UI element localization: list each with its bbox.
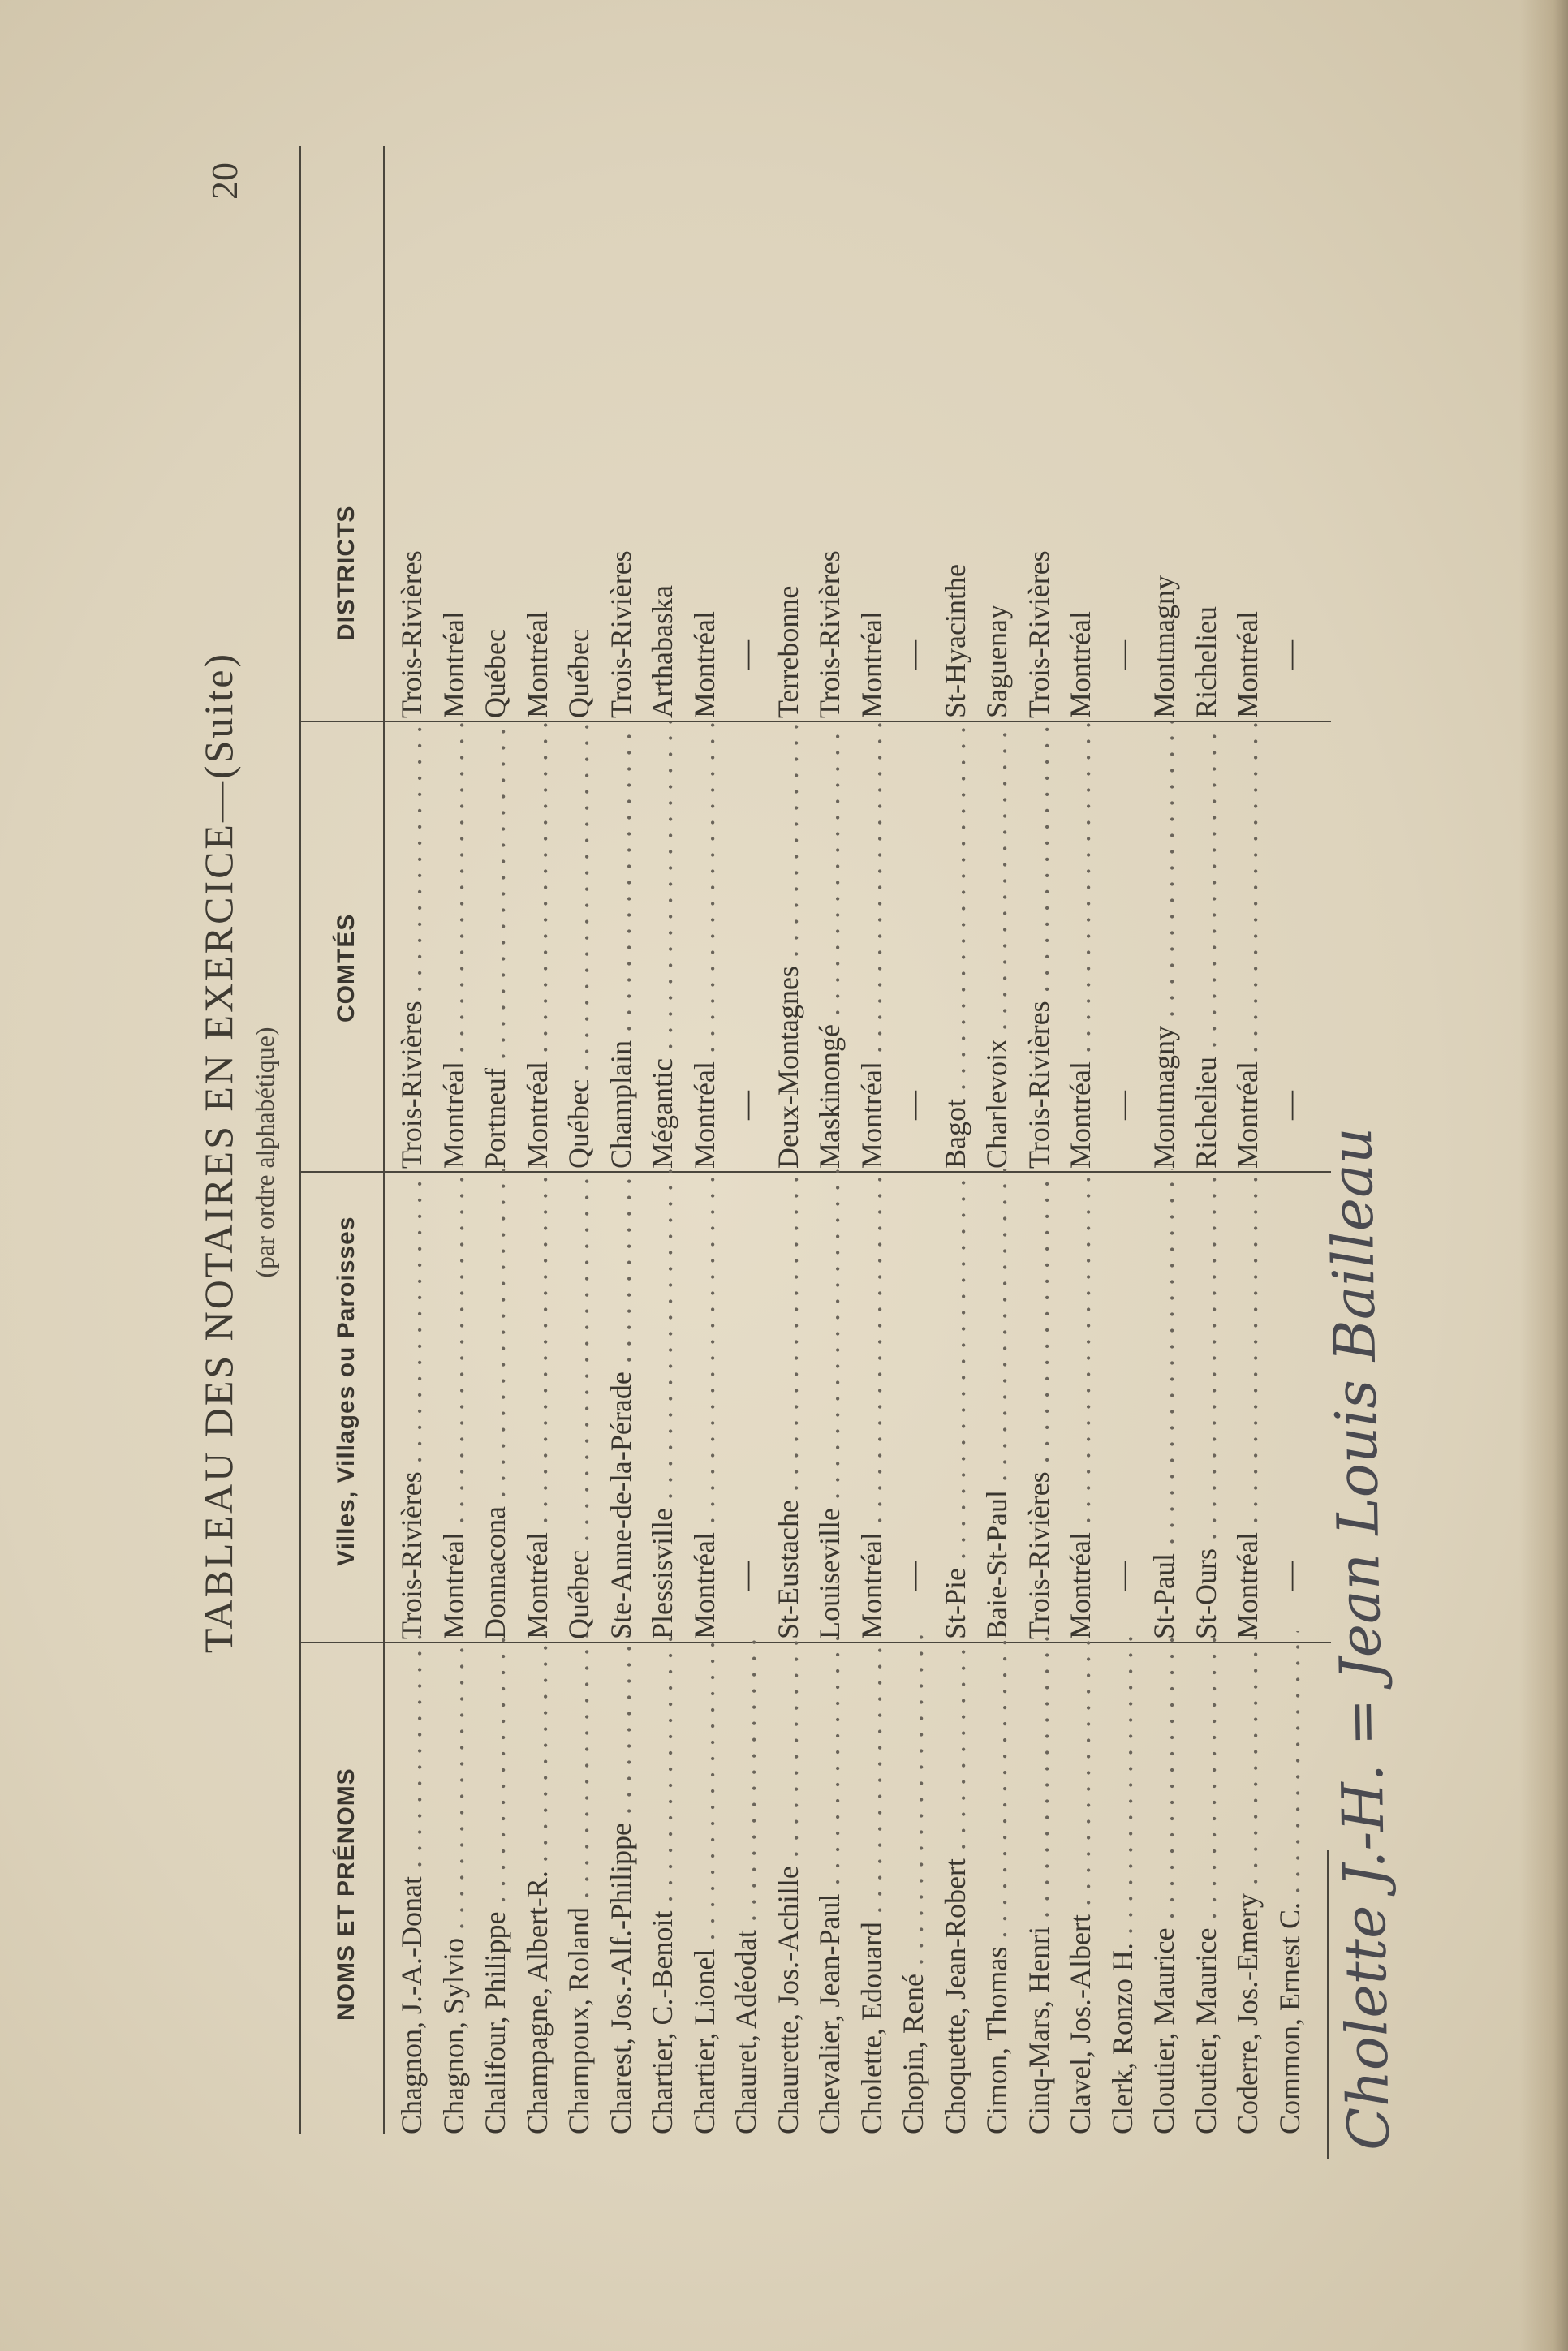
- cell-ville: [768, 1169, 810, 1639]
- cell-district: [1060, 475, 1102, 718]
- cell-nom: [935, 1631, 977, 2134]
- cell-nom-text: Chevalier, Jean-Paul: [813, 1893, 846, 2134]
- cell-district: [1186, 475, 1228, 718]
- cell-district: [893, 426, 935, 718]
- table-row: [893, 146, 935, 2159]
- cell-comte: [517, 722, 559, 1169]
- cell-ville-text: St-Pie: [938, 1567, 971, 1639]
- cell-comte-text: Richelieu: [1189, 1057, 1222, 1169]
- cell-nom: [475, 1631, 517, 2134]
- cell-comte: [475, 722, 517, 1169]
- cell-ville-text: Donnacona: [479, 1506, 511, 1639]
- column-header-noms: NOMS ET PRÉNOMS: [333, 1768, 360, 2021]
- table-row: [391, 146, 433, 2159]
- handwritten-note: Cholette J.-H. = Jean Louis Bailleau: [1318, 1126, 1402, 2151]
- cell-nom: [391, 1631, 433, 2134]
- cell-ville-text: St-Paul: [1148, 1552, 1180, 1639]
- cell-nom-text: Common, Ernest C.: [1273, 1902, 1306, 2134]
- cell-comte: [433, 722, 476, 1169]
- cell-nom: [851, 1631, 894, 2134]
- cell-ville: [1060, 1169, 1102, 1639]
- table-row: [558, 146, 601, 2159]
- cell-comte: [935, 722, 977, 1169]
- cell-nom: [726, 1631, 768, 2134]
- cell-district: [809, 475, 851, 718]
- cell-comte-text: Bagot: [938, 1099, 971, 1169]
- cell-comte-text: Montréal: [437, 1061, 470, 1169]
- cell-district-text: Québec: [562, 629, 595, 718]
- cell-nom: [976, 1631, 1019, 2134]
- cell-ville-text: Baie-St-Paul: [980, 1490, 1013, 1639]
- cell-ville-text: Louiseville: [813, 1508, 846, 1639]
- cell-comte-text: Montréal: [855, 1061, 888, 1169]
- cell-ville: [1269, 1120, 1312, 1639]
- cell-nom-text: Chopin, René: [897, 1974, 929, 2134]
- cell-nom-text: Champagne, Albert-R.: [520, 1871, 554, 2134]
- cell-ville-text: Ste-Anne-de-la-Pérade: [604, 1371, 637, 1639]
- column-header-districts: DISTRICTS: [333, 505, 360, 641]
- cell-district: [1144, 475, 1186, 718]
- cell-district: [1269, 426, 1312, 718]
- column-header-comtes: COMTÉS: [333, 913, 360, 1023]
- table-row: [935, 146, 977, 2159]
- cell-comte: [1144, 722, 1186, 1169]
- cell-ville: [1227, 1169, 1269, 1639]
- cell-ville: [433, 1169, 476, 1639]
- cell-nom: [601, 1631, 643, 2134]
- cell-ville: [391, 1169, 433, 1639]
- cell-ville-text: —: [897, 1561, 929, 1591]
- cell-nom: [517, 1631, 559, 2134]
- cell-district-text: Trois-Rivières: [813, 550, 846, 718]
- cell-nom: [1269, 1631, 1312, 2134]
- table-row: [1144, 146, 1186, 2159]
- cell-district-text: —: [1273, 640, 1306, 670]
- cell-nom: [433, 1631, 476, 2134]
- cell-ville: [851, 1169, 894, 1639]
- page-title: TABLEAU DES NOTAIRES EN EXERCICE—(Suite): [196, 651, 241, 1654]
- cell-ville-text: St-Ours: [1189, 1548, 1222, 1639]
- table-row: [1060, 146, 1102, 2159]
- cell-comte: [1186, 722, 1228, 1169]
- table-row: [517, 146, 559, 2159]
- table-row: [1269, 146, 1312, 2159]
- cell-district-text: Montréal: [520, 611, 554, 718]
- cell-district-text: Richelieu: [1189, 606, 1222, 718]
- cell-district-text: Montréal: [1064, 611, 1096, 718]
- cell-nom: [1102, 1631, 1144, 2134]
- cell-comte-text: Maskinongé: [813, 1024, 846, 1169]
- cell-district-text: Montmagny: [1148, 575, 1180, 718]
- page-number: 20: [204, 162, 245, 200]
- cell-ville-text: Trois-Rivières: [395, 1471, 428, 1639]
- cell-ville: [726, 1120, 768, 1639]
- cell-comte: [642, 722, 684, 1169]
- table-row: [768, 146, 810, 2159]
- rotated-page-content: [179, 146, 1402, 2159]
- cell-nom-text: Chartier, C.-Benoit: [646, 1910, 678, 2134]
- cell-comte: [601, 722, 643, 1169]
- cell-comte-text: Deux-Montagnes: [771, 966, 804, 1169]
- cell-comte-text: Trois-Rivières: [1022, 1001, 1055, 1169]
- cell-ville: [601, 1169, 643, 1639]
- page-subtitle: (par ordre alphabétique): [250, 1027, 279, 1278]
- cell-district-text: Trois-Rivières: [604, 550, 637, 718]
- cell-nom: [1144, 1631, 1186, 2134]
- cell-ville: [893, 1120, 935, 1639]
- cell-ville-text: Trois-Rivières: [1022, 1471, 1055, 1639]
- cell-comte-text: Mégantic: [646, 1058, 678, 1169]
- table-row: [1019, 146, 1061, 2159]
- cell-district-text: St-Hyacinthe: [938, 564, 971, 718]
- cell-district-text: Montréal: [437, 611, 470, 718]
- cell-comte: [391, 722, 433, 1169]
- cell-comte: [726, 674, 768, 1169]
- cell-district: [976, 475, 1019, 718]
- cell-district-text: —: [1105, 640, 1139, 670]
- cell-nom-text: Chagnon, Sylvio: [437, 1937, 470, 2134]
- cell-ville: [935, 1169, 977, 1639]
- cell-district: [433, 475, 476, 718]
- cell-ville: [517, 1169, 559, 1639]
- cell-comte-text: Montréal: [520, 1061, 554, 1169]
- cell-ville-text: Montréal: [687, 1532, 721, 1639]
- cell-comte-text: Montmagny: [1148, 1026, 1180, 1169]
- table-row: [1186, 146, 1228, 2159]
- cell-district-text: Montréal: [687, 611, 721, 718]
- cell-comte: [1269, 674, 1312, 1169]
- cell-ville: [642, 1169, 684, 1639]
- table-row: [475, 146, 517, 2159]
- cell-comte: [1019, 722, 1061, 1169]
- cell-nom-text: Chalifour, Philippe: [479, 1911, 511, 2134]
- cell-nom-text: Clavel, Jos.-Albert: [1064, 1914, 1096, 2134]
- cell-ville: [809, 1169, 851, 1639]
- cell-comte: [1060, 722, 1102, 1169]
- cell-district: [935, 475, 977, 718]
- cell-ville-text: —: [1105, 1561, 1139, 1591]
- table-row: [642, 146, 684, 2159]
- cell-district-text: Trois-Rivières: [395, 550, 428, 718]
- table-top-rule: [299, 146, 301, 2134]
- cell-district: [768, 475, 810, 718]
- cell-ville: [1144, 1169, 1186, 1639]
- cell-nom: [1060, 1631, 1102, 2134]
- cell-district: [684, 475, 726, 718]
- cell-nom: [1186, 1631, 1228, 2134]
- cell-district: [558, 475, 601, 718]
- cell-comte: [809, 722, 851, 1169]
- cell-ville-text: —: [730, 1561, 762, 1591]
- cell-nom: [642, 1631, 684, 2134]
- table-row: [601, 146, 643, 2159]
- cell-nom-text: Chaurette, Jos.-Achille: [771, 1866, 804, 2134]
- cell-nom-text: Cloutier, Maurice: [1148, 1927, 1180, 2134]
- cell-comte: [558, 722, 601, 1169]
- cell-nom-text: Cinq-Mars, Henri: [1022, 1927, 1055, 2134]
- cell-ville: [475, 1169, 517, 1639]
- cell-nom: [1019, 1631, 1061, 2134]
- cell-district: [726, 426, 768, 718]
- cell-comte-text: —: [730, 1091, 762, 1120]
- cell-nom-text: Choquette, Jean-Robert: [938, 1858, 971, 2134]
- cell-district-text: Trois-Rivières: [1022, 550, 1055, 718]
- cell-comte: [768, 722, 810, 1169]
- cell-comte-text: Trois-Rivières: [395, 1001, 428, 1169]
- cell-nom: [558, 1631, 601, 2134]
- cell-district: [475, 475, 517, 718]
- table-row: [433, 146, 476, 2159]
- cell-comte-text: Montréal: [687, 1061, 721, 1169]
- cell-district-text: Montréal: [855, 611, 888, 718]
- cell-nom-text: Chauret, Adéodat: [730, 1930, 762, 2134]
- notaires-table-body: [391, 146, 1311, 2159]
- table-row: [976, 146, 1019, 2159]
- cell-nom: [893, 1631, 935, 2134]
- cell-nom-text: Cholette, Edouard: [855, 1922, 888, 2134]
- cell-comte-text: Portneuf: [479, 1068, 511, 1169]
- cell-nom-text: Cimon, Thomas: [980, 1946, 1013, 2134]
- cell-ville-text: St-Eustache: [771, 1500, 804, 1639]
- cell-comte: [893, 674, 935, 1169]
- cell-comte-text: Montréal: [1231, 1061, 1264, 1169]
- cell-ville-text: Montréal: [437, 1532, 470, 1639]
- cell-comte: [1227, 722, 1269, 1169]
- cell-ville-text: Montréal: [520, 1532, 554, 1639]
- cell-district-text: Montréal: [1231, 611, 1264, 718]
- table-row: [684, 146, 726, 2159]
- cell-nom-text: Clerk, Ronzo H.: [1105, 1943, 1139, 2134]
- column-header-villes: Villes, Villages ou Paroisses: [333, 1216, 360, 1566]
- cell-comte-text: —: [1273, 1091, 1306, 1120]
- cell-district: [1019, 475, 1061, 718]
- cell-comte: [684, 722, 726, 1169]
- cell-ville-text: Québec: [562, 1550, 595, 1639]
- cell-comte: [976, 722, 1019, 1169]
- cell-nom-text: Champoux, Roland: [562, 1907, 595, 2134]
- cell-comte-text: —: [897, 1091, 929, 1120]
- cell-ville-text: Montréal: [1064, 1532, 1096, 1639]
- cell-comte-text: Champlain: [604, 1040, 637, 1169]
- cell-district: [851, 475, 894, 718]
- cell-comte-text: —: [1105, 1091, 1139, 1120]
- table-row: [851, 146, 894, 2159]
- table-row: [1102, 146, 1144, 2159]
- cell-comte-text: Québec: [562, 1079, 595, 1169]
- cell-comte-text: Charlevoix: [980, 1039, 1013, 1169]
- cell-nom: [809, 1631, 851, 2134]
- cell-district: [391, 475, 433, 718]
- cell-district: [642, 475, 684, 718]
- cell-comte-text: Montréal: [1064, 1061, 1096, 1169]
- cell-ville: [558, 1169, 601, 1639]
- cell-district-text: —: [730, 640, 762, 670]
- cell-ville: [976, 1169, 1019, 1639]
- cell-district: [601, 475, 643, 718]
- cell-district-text: Terrebonne: [771, 585, 804, 718]
- cell-ville-text: —: [1273, 1561, 1306, 1591]
- table-bottom-rule: [1327, 1850, 1329, 2159]
- cell-ville: [1186, 1169, 1228, 1639]
- table-row: [1227, 146, 1269, 2159]
- cell-ville: [1019, 1169, 1061, 1639]
- cell-district: [1102, 426, 1144, 718]
- cell-comte: [851, 722, 894, 1169]
- cell-ville: [1102, 1120, 1144, 1639]
- cell-ville-text: Plessisville: [646, 1507, 678, 1639]
- cell-district-text: Arthabaska: [646, 585, 678, 718]
- cell-comte: [1102, 674, 1144, 1169]
- cell-ville-text: Montréal: [855, 1532, 888, 1639]
- cell-ville: [684, 1169, 726, 1639]
- cell-district: [517, 475, 559, 718]
- cell-ville-text: Montréal: [1231, 1532, 1264, 1639]
- cell-nom: [768, 1631, 810, 2134]
- cell-nom-text: Chagnon, J.-A.-Donat: [395, 1876, 428, 2134]
- table-row: [809, 146, 851, 2159]
- cell-nom-text: Coderre, Jos.-Emery: [1231, 1893, 1264, 2134]
- table-row: [726, 146, 768, 2159]
- cell-district-text: Saguenay: [980, 605, 1013, 718]
- cell-nom: [1227, 1631, 1269, 2134]
- cell-nom-text: Cloutier, Maurice: [1189, 1927, 1222, 2134]
- page-edge-shadow: [1519, 0, 1568, 2351]
- cell-nom-text: Chartier, Lionel: [687, 1948, 721, 2134]
- cell-district-text: Québec: [479, 629, 511, 718]
- cell-district: [1227, 475, 1269, 718]
- table-header-rule: [383, 146, 385, 2134]
- cell-district-text: —: [897, 640, 929, 670]
- cell-nom: [684, 1631, 726, 2134]
- cell-nom-text: Charest, Jos.-Alf.-Philippe: [604, 1823, 637, 2134]
